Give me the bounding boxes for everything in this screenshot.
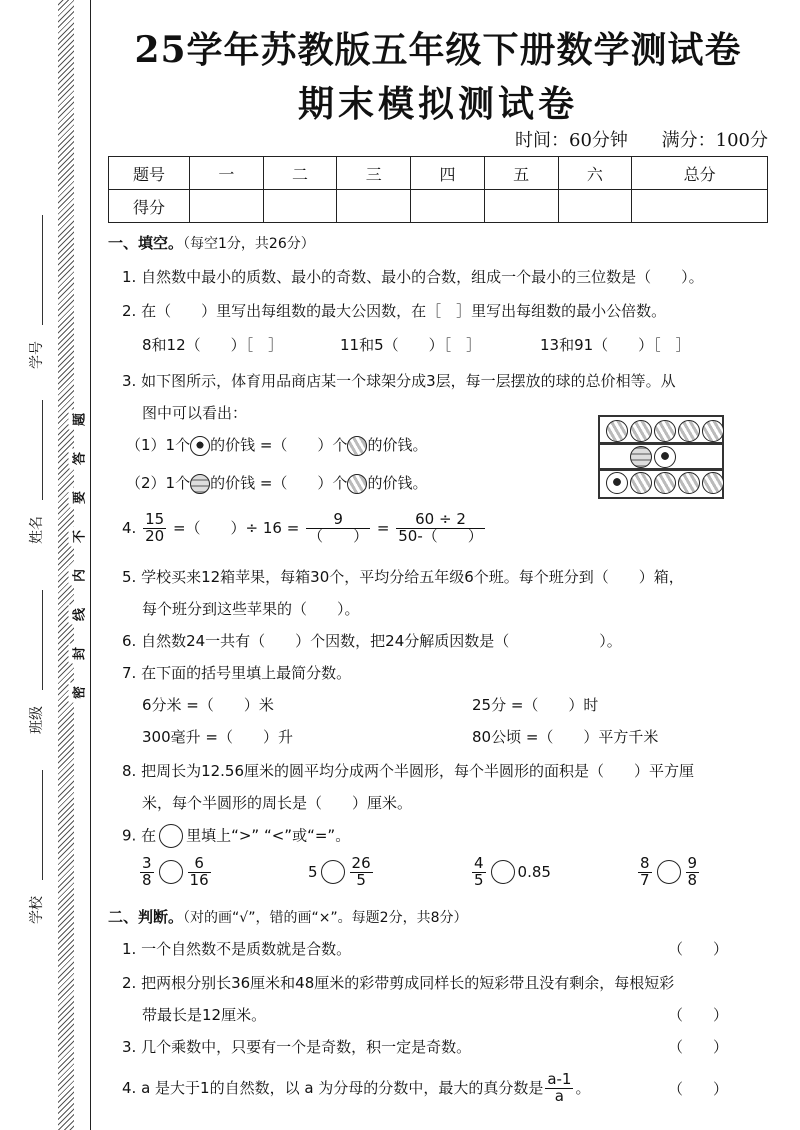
numerator: 15 xyxy=(145,510,165,528)
q1-9-item4 xyxy=(636,856,701,889)
q1-4-text: =（ ）÷ 16 = xyxy=(172,518,300,537)
name-line[interactable] xyxy=(42,400,43,500)
numerator: 3 xyxy=(142,854,152,872)
q1-6: 6. 自然数24一共有（ ）个因数，把24分解质因数是（ ）。 xyxy=(122,632,622,650)
q1-3-1-text: 的价钱。 xyxy=(367,436,428,454)
seal-char: 不 xyxy=(69,527,88,547)
section2-heading xyxy=(108,906,468,927)
fraction xyxy=(188,856,211,889)
compare-circle-input[interactable] xyxy=(657,860,681,884)
section1-title: 一、填空。 xyxy=(108,234,184,252)
numerator: a-1 xyxy=(547,1070,572,1088)
q1-9-item2 xyxy=(308,856,375,889)
q1-1: 1. 自然数中最小的质数、最小的奇数、最小的合数，组成一个最小的三位数是（ ）。 xyxy=(122,268,704,286)
score-cell[interactable] xyxy=(190,190,264,223)
score-header-cell: 六 xyxy=(558,157,632,190)
score-cell[interactable] xyxy=(337,190,411,223)
q1-4 xyxy=(122,512,487,545)
student-id-line[interactable] xyxy=(42,215,43,325)
q2-2a: 2. 把两根分别长36厘米和48厘米的彩带剪成同样长的短彩带且没有剩余，每根短彩 xyxy=(122,974,675,992)
volleyball-icon xyxy=(630,472,652,494)
compare-circle-input[interactable] xyxy=(321,860,345,884)
volleyball-icon xyxy=(702,472,724,494)
q1-9-text: 里填上“>” “<”或“=”。 xyxy=(186,826,351,845)
q1-7b: 25分 =（ ）时 xyxy=(472,696,599,714)
fraction xyxy=(143,512,166,545)
score-row-label: 得分 xyxy=(109,190,190,223)
q1-5a: 5. 学校买来12箱苹果，每箱30个，平均分给五年级6个班。每个班分到（ ）箱， xyxy=(122,568,684,586)
q1-3-1-text: （1）1个 xyxy=(126,436,191,454)
seal-char: 要 xyxy=(69,488,88,508)
score-table-header-row xyxy=(109,157,768,190)
numerator: 9 xyxy=(687,854,698,872)
seal-char: 题 xyxy=(69,410,88,430)
compare-circle-input[interactable] xyxy=(159,860,183,884)
section2-title: 二、判断。 xyxy=(108,908,184,926)
rack-shelf xyxy=(600,468,722,471)
student-id-label: 学号 xyxy=(29,341,45,369)
denominator: 8 xyxy=(142,870,152,889)
number: 0.85 xyxy=(517,862,551,881)
score-header-cell: 三 xyxy=(337,157,411,190)
volleyball-icon xyxy=(702,420,724,442)
score-header-cell: 五 xyxy=(484,157,558,190)
denominator: 7 xyxy=(640,870,650,889)
class-label: 班级 xyxy=(29,706,45,734)
rack-row-1 xyxy=(606,420,724,442)
volleyball-icon xyxy=(654,420,676,442)
score-cell[interactable] xyxy=(558,190,632,223)
volleyball-icon xyxy=(678,472,700,494)
q1-7a: 6分米 =（ ）米 xyxy=(142,696,274,714)
score-table-score-row xyxy=(109,190,768,223)
q1-3a: 3. 如下图所示，体育用品商店某一个球架分成3层，每一层摆放的球的总价相等。从 xyxy=(122,372,676,390)
section1-heading xyxy=(108,232,315,253)
q1-9-item1 xyxy=(138,856,213,889)
rack-shelf xyxy=(600,442,722,445)
numerator: 4 xyxy=(474,854,484,872)
q1-2c: 13和91（ ）［ ］ xyxy=(540,336,691,354)
volleyball-icon xyxy=(630,420,652,442)
seal-char: 密 xyxy=(69,683,88,703)
rack-row-3 xyxy=(606,472,724,494)
section2-note: （对的画“√”，错的画“×”。每题2分，共8分） xyxy=(183,910,468,926)
q1-4-label: 4. xyxy=(122,518,137,537)
q1-8b: 米，每个半圆形的周长是（ ）厘米。 xyxy=(142,794,413,812)
q1-8a: 8. 把周长为12.56厘米的圆平均分成两个半圆形，每个半圆形的面积是（ ）平方厘 xyxy=(122,762,695,780)
exam-meta xyxy=(487,126,768,152)
q1-3-2-text: 的价钱 =（ ）个 xyxy=(210,474,348,492)
denominator: a xyxy=(554,1086,564,1105)
q1-7c: 300毫升 =（ ）升 xyxy=(142,728,293,746)
q1-2b: 11和5（ ）［ ］ xyxy=(340,336,482,354)
numerator: 9 xyxy=(306,512,370,529)
q1-9-item3 xyxy=(470,856,551,889)
name-label: 姓名 xyxy=(29,516,45,544)
volleyball-icon xyxy=(678,420,700,442)
q1-9-text: 9. 在 xyxy=(122,826,157,845)
compare-circle-input[interactable] xyxy=(491,860,515,884)
numerator: 6 xyxy=(188,856,211,873)
class-line[interactable] xyxy=(42,590,43,690)
fraction xyxy=(306,512,370,545)
fraction xyxy=(396,512,485,545)
ball-rack-image xyxy=(598,415,724,499)
score-table xyxy=(108,156,768,223)
numerator: 60 ÷ 2 xyxy=(396,512,485,529)
denominator: 8 xyxy=(687,870,698,889)
time-limit: 时间：60分钟 xyxy=(515,130,628,151)
q2-2b: 带最长是12厘米。 xyxy=(142,1006,267,1024)
soccer-ball-icon xyxy=(190,436,210,456)
soccer-ball-icon xyxy=(654,446,676,468)
fraction xyxy=(638,856,652,889)
score-header-cell: 一 xyxy=(190,157,264,190)
answer-paren[interactable]: （ ） xyxy=(668,940,729,958)
seal-char: 内 xyxy=(69,566,88,586)
score-header-cell: 题号 xyxy=(109,157,190,190)
fraction xyxy=(140,856,154,889)
basketball-icon xyxy=(190,474,210,494)
numerator: 8 xyxy=(640,854,650,872)
q2-4 xyxy=(122,1072,591,1105)
denominator: 5 xyxy=(356,870,366,889)
q1-2a: 8和12（ ）［ ］ xyxy=(142,336,284,354)
q2-3: 3. 几个乘数中，只要有一个是奇数，积一定是奇数。 xyxy=(122,1038,472,1056)
circle-blank xyxy=(159,824,183,848)
q1-3-2 xyxy=(126,472,427,494)
q1-5b: 每个班分到这些苹果的（ ）。 xyxy=(142,600,360,618)
score-cell[interactable] xyxy=(484,190,558,223)
q1-3-1 xyxy=(126,434,427,456)
numerator: 26 xyxy=(351,854,371,872)
score-header-cell: 四 xyxy=(411,157,485,190)
q1-7: 7. 在下面的括号里填上最简分数。 xyxy=(122,664,352,682)
volleyball-icon xyxy=(347,436,367,456)
q2-1: 1. 一个自然数不是质数就是合数。 xyxy=(122,940,352,958)
number: 5 xyxy=(308,862,318,881)
school-label: 学校 xyxy=(29,896,45,924)
fraction xyxy=(472,856,486,889)
q2-4-text: 4. a 是大于1的自然数，以 a 为分母的分数中，最大的真分数是 xyxy=(122,1078,544,1097)
cut-line xyxy=(90,0,91,1130)
denominator: 20 xyxy=(145,526,165,545)
answer-paren[interactable]: （ ） xyxy=(668,1006,729,1024)
exam-subtitle: 期末模拟测试卷 xyxy=(297,83,578,125)
score-cell[interactable] xyxy=(411,190,485,223)
denominator: 16 xyxy=(189,870,209,889)
q1-2: 2. 在（ ）里写出每组数的最大公因数，在［ ］里写出每组数的最小公倍数。 xyxy=(122,302,667,320)
volleyball-icon xyxy=(347,474,367,494)
exam-title: 25学年苏教版五年级下册数学测试卷 xyxy=(134,29,742,71)
q1-3-1-text: 的价钱 =（ ）个 xyxy=(210,436,348,454)
q1-3-2-text: （2）1个 xyxy=(126,474,191,492)
seal-text xyxy=(68,410,88,702)
denominator: 50-（ ） xyxy=(398,526,483,545)
q1-9 xyxy=(122,824,350,848)
score-cell[interactable] xyxy=(632,190,768,223)
score-header-cell: 总分 xyxy=(632,157,768,190)
denominator: （ ） xyxy=(308,526,369,545)
answer-paren[interactable]: （ ） xyxy=(668,1038,729,1056)
seal-char: 封 xyxy=(69,644,88,664)
soccer-ball-icon xyxy=(606,472,628,494)
fraction xyxy=(545,1072,573,1105)
seal-char: 线 xyxy=(69,605,88,625)
seal-char: 答 xyxy=(69,449,88,469)
q1-4-text: = xyxy=(376,518,390,537)
basketball-icon xyxy=(630,446,652,468)
answer-paren[interactable]: （ ） xyxy=(668,1080,729,1098)
score-header-cell: 二 xyxy=(263,157,337,190)
q2-4-text: 。 xyxy=(575,1078,591,1097)
q1-3-2-text: 的价钱。 xyxy=(367,474,428,492)
full-score: 满分：100分 xyxy=(661,130,768,151)
q1-3b: 图中可以看出： xyxy=(142,404,248,422)
fraction xyxy=(350,856,373,889)
score-cell[interactable] xyxy=(263,190,337,223)
section1-note: （每空1分，共26分） xyxy=(183,236,315,252)
fraction xyxy=(686,856,700,889)
school-line[interactable] xyxy=(42,770,43,880)
binding-margin xyxy=(0,0,100,1130)
q1-7d: 80公顷 =（ ）平方千米 xyxy=(472,728,659,746)
volleyball-icon xyxy=(654,472,676,494)
denominator: 5 xyxy=(474,870,484,889)
rack-row-2 xyxy=(630,446,676,468)
volleyball-icon xyxy=(606,420,628,442)
